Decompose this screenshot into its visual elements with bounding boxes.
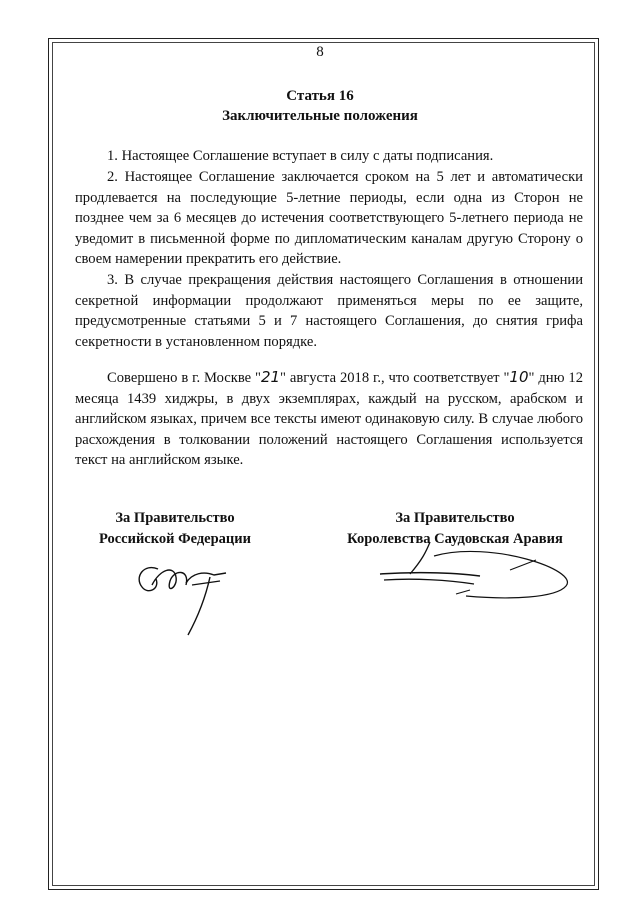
article-number: Статья 16 xyxy=(286,88,354,104)
clause-1: 1. Настоящее Соглашение вступает в силу с даты подписания. xyxy=(107,148,494,164)
sig-saudi-line2: Королевства Саудовская Аравия xyxy=(347,531,563,547)
clause-3: 3. В случае прекращения действия настоящего Соглашения в отношении секретной информации продолжают применяться меры по ее защите, предусмотренные статьями 5 и 7 настоящего Соглашения, до снятия грифа секретности в установленном порядке. xyxy=(75,272,583,350)
handwritten-hijri-day: 10 xyxy=(509,368,529,386)
sig-russia-line2: Российской Федерации xyxy=(98,531,251,547)
closing-text-1: Совершено в г. Москве " xyxy=(107,370,261,386)
sig-saudi-line1: За Правительство xyxy=(395,510,515,526)
handwritten-signature-russia xyxy=(130,555,240,645)
closing-text-2: " августа 2018 г., что соответствует " xyxy=(280,370,510,386)
handwritten-signature-saudi xyxy=(370,530,580,610)
handwritten-day: 21 xyxy=(260,368,281,386)
sig-russia-line1: За Правительство xyxy=(115,510,235,526)
clause-2: 2. Настоящее Соглашение заключается сроком на 5 лет и автоматически продлевается на последующие 5-летние периоды, если одна из Сторон не позднее чем за 6 месяцев до истечения соответствующего 5-летнего периода не уведомит в письменной форме по дипломатическим каналам другую Сторону о своем намерении прекратить его действие. xyxy=(75,169,583,267)
closing-paragraph xyxy=(75,367,583,471)
signature-block-russia xyxy=(80,508,270,550)
closing-text-3: " дню 12 месяца 1439 хиджры, в двух экземплярах, каждый на русском, арабском и английском языках, причем все тексты имеют одинаковую силу. В случае любого расхождения в толковании положений настоящего Соглашения используется текст на английском языке. xyxy=(75,370,583,468)
page-number: 8 xyxy=(316,44,324,60)
article-title: Заключительные положения xyxy=(222,108,418,124)
